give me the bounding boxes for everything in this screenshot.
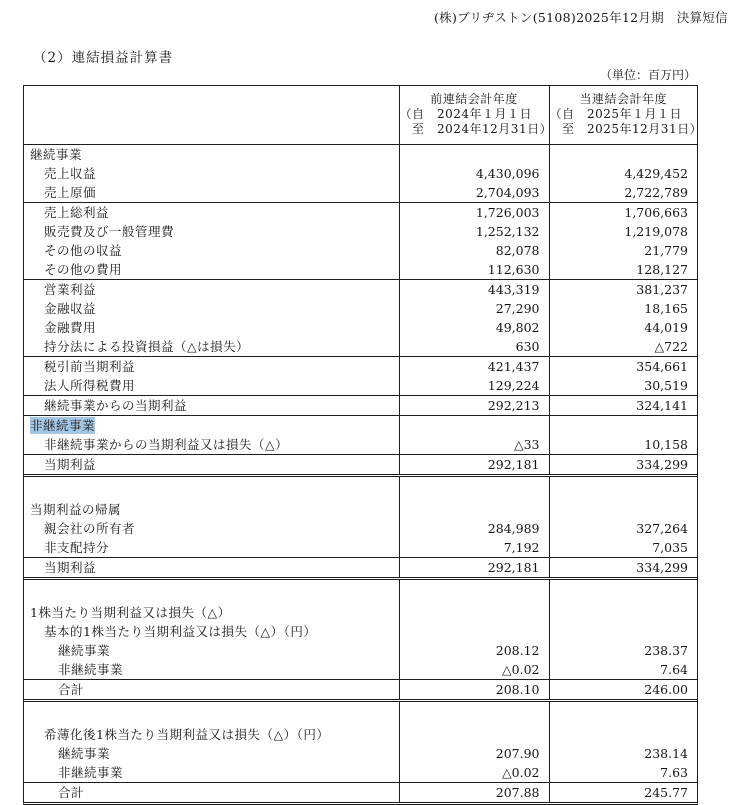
row-label: 基本的1株当たり当期利益又は損失（△）（円） [44,624,317,639]
document-header: (株)ブリヂストン(5108)2025年12月期 決算短信 [434,10,728,25]
table-row [24,763,697,783]
row-label: 当期利益 [24,558,399,579]
row-label: 親会社の所有者 [44,521,136,536]
table-row [24,357,697,377]
prev-year-value: 208.10 [399,680,549,701]
prev-year-value [399,476,549,501]
current-year-value: 2,722,789 [549,183,697,203]
row-label: 売上収益 [44,166,97,181]
current-year-value [549,579,697,604]
row-label: 合計 [24,680,399,701]
current-year-value [549,500,697,519]
current-year-value: 7.63 [549,763,697,783]
prev-year-to: 至 2024年12月31日） [399,121,553,136]
row-label: 売上総利益 [24,203,399,223]
prev-year-value [399,579,549,604]
row-label: 持分法による投資損益（△は損失） [44,339,250,354]
table-row [24,241,697,260]
row-label: 税引前当期利益 [24,357,399,377]
table-row [24,783,697,803]
prev-year-value: 207.88 [399,783,549,803]
table-row [24,337,697,357]
prev-year-value: △0.02 [399,660,549,680]
row-label: 当期利益 [24,455,399,476]
row-label: 当期利益の帰属 [30,502,122,517]
row-label: 非支配持分 [44,540,110,555]
header-empty-cell [24,86,399,145]
table-row [24,299,697,318]
prev-year-value: 284,989 [399,519,549,538]
prev-year-value: 27,290 [399,299,549,318]
page-title: （2）連結損益計算書 [33,50,174,66]
current-year-value: 238.37 [549,641,697,660]
table-row [24,183,697,203]
spacer-row [24,579,697,604]
spacer-row [24,701,697,726]
row-label: 非継続事業からの当期利益又は損失（△） [44,437,289,452]
table-row [24,318,697,337]
table-row [24,558,697,579]
row-label: 1株当たり当期利益又は損失（△） [30,605,231,620]
current-year-value: 381,237 [549,280,697,300]
current-year-value [549,476,697,501]
prev-year-value [399,603,549,622]
current-year-value: 1,706,663 [549,203,697,223]
row-label: その他の費用 [44,262,123,277]
table-body [24,145,697,803]
prev-year-value [399,416,549,436]
table-row [24,519,697,538]
current-year-value: 44,019 [549,318,697,337]
current-year-value: 4,429,452 [549,164,697,183]
column-header-prev-year [399,86,553,145]
table-row [24,622,697,641]
current-year-from: （自 2025年１月１日 [549,106,683,121]
table-row [24,641,697,660]
prev-year-value [399,500,549,519]
current-year-value: 1,219,078 [549,222,697,241]
row-label: 法人所得税費用 [44,378,136,393]
current-year-value [549,622,697,641]
table-row [24,396,697,416]
prev-year-value [399,622,549,641]
table-row [24,280,697,300]
prev-year-value: 1,726,003 [399,203,549,223]
prev-year-from: （自 2024年１月１日 [399,106,533,121]
current-year-value: 354,661 [549,357,697,377]
table-row [24,376,697,396]
table-row [24,538,697,558]
prev-year-title: 前連結会計年度 [430,91,518,106]
current-year-value: 238.14 [549,744,697,763]
row-label: 希薄化後1株当たり当期利益又は損失（△）（円） [44,727,330,742]
current-year-title: 当連結会計年度 [579,91,667,106]
prev-year-value: 292,213 [399,396,549,416]
table-row [24,222,697,241]
current-year-value: 128,127 [549,260,697,280]
table-row [24,416,697,436]
prev-year-value: 7,192 [399,538,549,558]
row-label: 販売費及び一般管理費 [44,224,175,239]
row-label: 売上原価 [44,185,97,200]
prev-year-value: 129,224 [399,376,549,396]
income-statement-table [23,85,703,805]
table-row [24,603,697,622]
current-year-value [549,145,697,165]
row-label: 継続事業からの当期利益 [24,396,399,416]
table-row [24,145,697,165]
prev-year-value: 49,802 [399,318,549,337]
row-label: 金融収益 [44,301,97,316]
spacer-row [24,476,697,501]
table-row [24,203,697,223]
current-year-value: △722 [549,337,697,357]
current-year-value: 18,165 [549,299,697,318]
current-year-value: 245.77 [549,783,697,803]
table-row [24,164,697,183]
table-row [24,435,697,455]
current-year-value [549,725,697,744]
row-label: その他の収益 [44,243,123,258]
prev-year-value: 112,630 [399,260,549,280]
row-label: 継続事業 [30,147,83,162]
prev-year-value [399,701,549,726]
current-year-value: 334,299 [549,558,697,579]
prev-year-value: 292,181 [399,558,549,579]
current-year-to: 至 2025年12月31日） [549,121,703,136]
current-year-value: 7.64 [549,660,697,680]
prev-year-value: 4,430,096 [399,164,549,183]
row-label: 非継続事業 [58,662,124,677]
selection-highlight: 非継続事業 [30,418,96,433]
table-row [24,500,697,519]
current-year-value: 334,299 [549,455,697,476]
prev-year-value: △33 [399,435,549,455]
prev-year-value [399,725,549,744]
row-label [24,476,399,501]
current-year-value [549,603,697,622]
table-row [24,725,697,744]
row-label: 合計 [24,783,399,803]
table-row [24,660,697,680]
prev-year-value: △0.02 [399,763,549,783]
row-label: 継続事業 [58,643,111,658]
row-label [24,579,399,604]
prev-year-value: 2,704,093 [399,183,549,203]
row-label: 継続事業 [58,746,111,761]
table-header-row [24,86,697,145]
prev-year-value [399,145,549,165]
prev-year-value: 443,319 [399,280,549,300]
unit-label: （単位：百万円） [599,68,696,82]
table-row [24,260,697,280]
table-row [24,744,697,763]
current-year-value: 21,779 [549,241,697,260]
row-label [24,416,399,436]
prev-year-value: 421,437 [399,357,549,377]
row-label [24,701,399,726]
prev-year-value: 207.90 [399,744,549,763]
current-year-value: 324,141 [549,396,697,416]
prev-year-value: 208.12 [399,641,549,660]
prev-year-value: 292,181 [399,455,549,476]
current-year-value: 327,264 [549,519,697,538]
table-row [24,680,697,701]
current-year-value: 246.00 [549,680,697,701]
column-header-current-year [549,86,703,145]
prev-year-value: 630 [399,337,549,357]
current-year-value [549,416,697,436]
current-year-value: 30,519 [549,376,697,396]
table-row [24,455,697,476]
current-year-value: 7,035 [549,538,697,558]
row-label: 営業利益 [24,280,399,300]
current-year-value: 10,158 [549,435,697,455]
current-year-value [549,701,697,726]
prev-year-value: 82,078 [399,241,549,260]
row-label: 金融費用 [44,320,97,335]
row-label: 非継続事業 [58,765,124,780]
prev-year-value: 1,252,132 [399,222,549,241]
